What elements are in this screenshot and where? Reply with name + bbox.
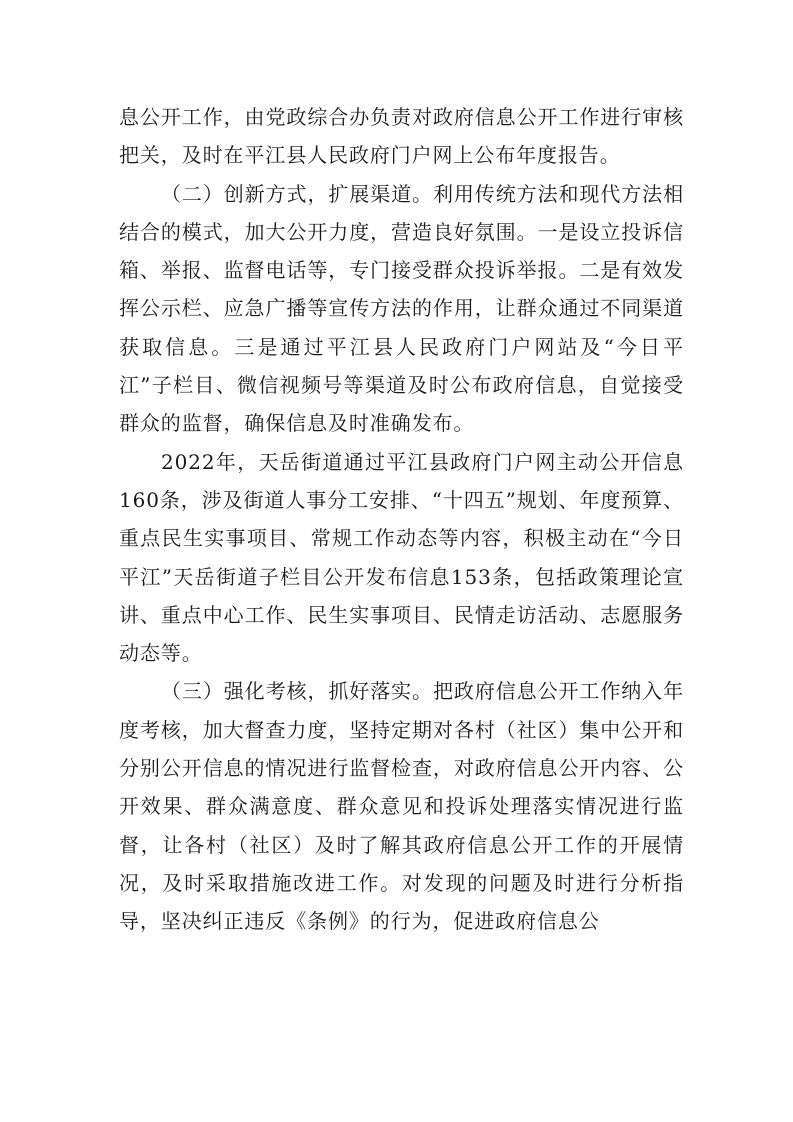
document-body [119, 98, 684, 941]
paragraph-2022-statistics: 2022年，天岳街道通过平江县政府门户网主动公开信息160条，涉及街道人事分工安排、“十四五”规划、年度预算、重点民生实事项目、常规工作动态等内容，积极主动在“今日平江”天岳街道子栏目公开发布信息153条，包括政策理论宣讲、重点中心工作、民生实事项目、民情走访活动、志愿服务动态等。 [119, 449, 684, 666]
paragraph-continuation: 息公开工作，由党政综合办负责对政府信息公开工作进行审核把关，及时在平江县人民政府门户网上公布年度报告。 [119, 105, 684, 168]
paragraph-innovate-channels: （二）创新方式，扩展渠道。利用传统方法和现代方法相结合的模式，加大公开力度，营造良好氛围。一是设立投诉信箱、举报、监督电话等，专门接受群众投诉举报。二是有效发挥公示栏、应急广播等宣传方法的作用，让群众通过不同渠道获取信息。三是通过平江县人民政府门户网站及“今日平江”子栏目、微信视频号等渠道及时公布政府信息，自觉接受群众的监督，确保信息及时准确发布。 [119, 181, 684, 436]
paragraph-strengthen-assessment: （三）强化考核，抓好落实。把政府信息公开工作纳入年度考核，加大督查力度，坚持定期对各村（社区）集中公开和分别公开信息的情况进行监督检查，对政府信息公开内容、公开效果、群众满意度、群众意见和投诉处理落实情况进行监督，让各村（社区）及时了解其政府信息公开工作的开展情况，及时采取措施改进工作。对发现的问题及时进行分析指导，坚决纠正违反《条例》的行为，促进政府信息公 [119, 679, 684, 934]
